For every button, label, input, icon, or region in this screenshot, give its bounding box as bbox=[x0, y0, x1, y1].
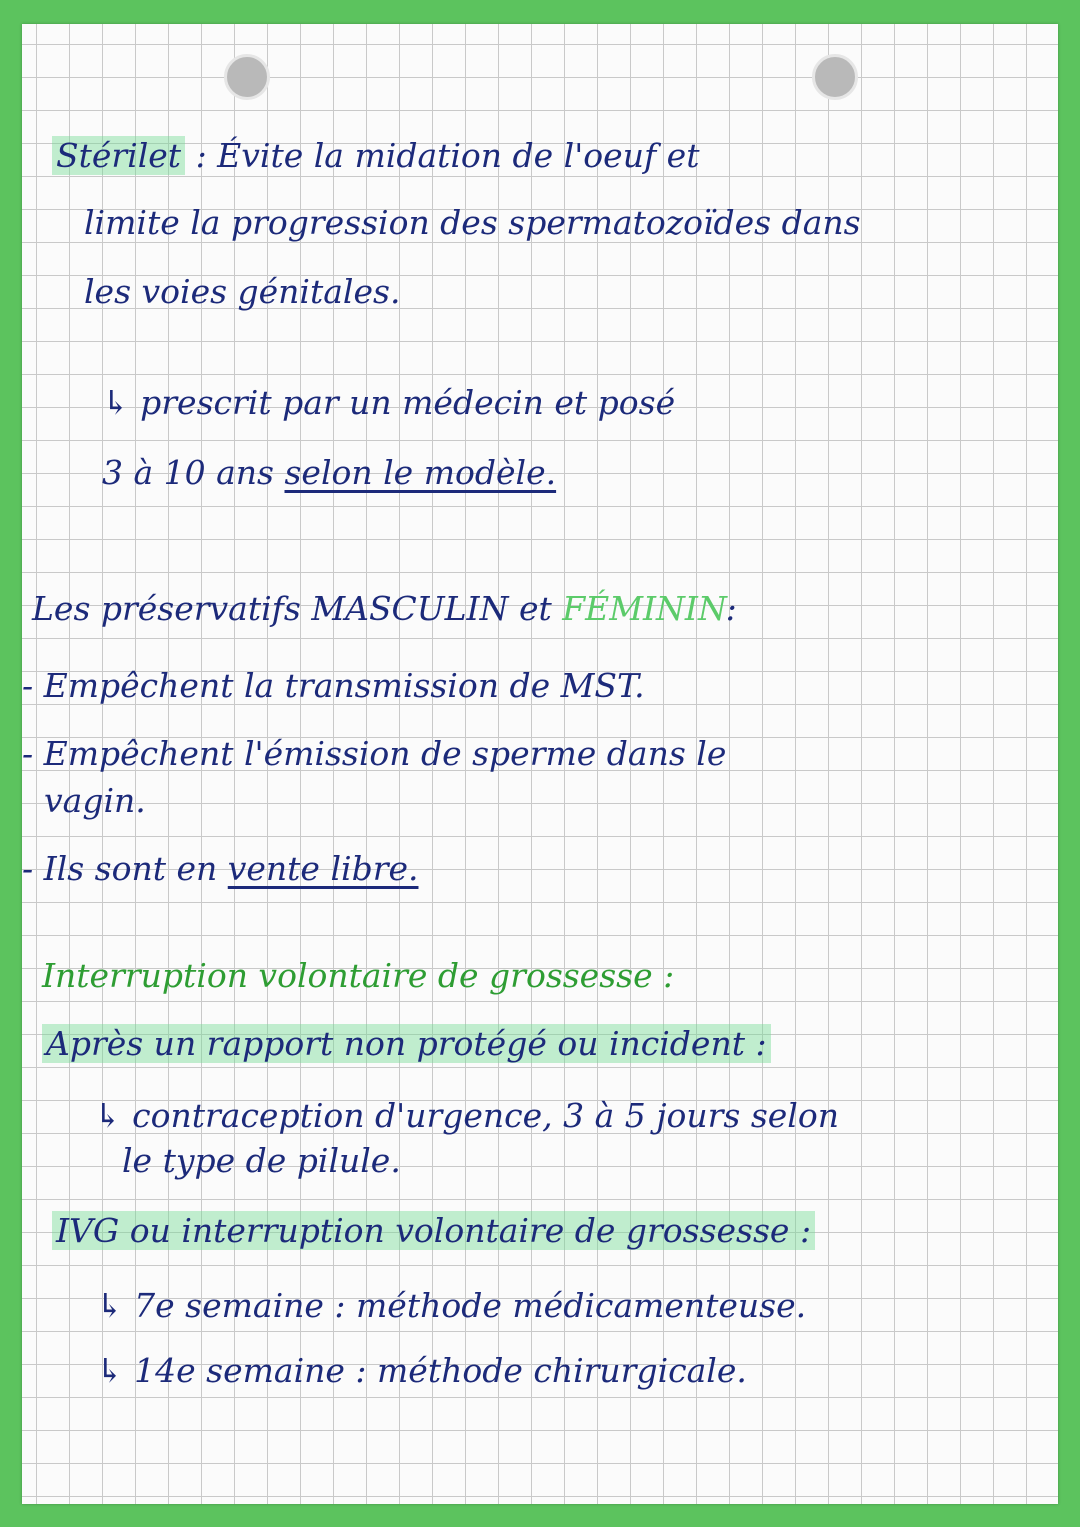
sterilet-line-1 bbox=[52, 136, 700, 175]
preservatifs-item-2: - Empêchent l'émission de sperme dans le bbox=[22, 734, 727, 773]
interruption-after-report bbox=[42, 1024, 771, 1063]
preservatifs-item-3 bbox=[22, 849, 419, 888]
interruption-contraception-2: le type de pilule. bbox=[122, 1141, 401, 1180]
sterilet-definition-1: : Évite la midation de l'oeuf et bbox=[195, 136, 700, 175]
ivg-title bbox=[52, 1211, 815, 1250]
interruption-after-report-text: Après un rapport non protégé ou incident : bbox=[42, 1024, 771, 1063]
sterilet-note-2 bbox=[102, 453, 557, 492]
ivg-week-14: ↳ 14e semaine : méthode chirurgicale. bbox=[96, 1351, 747, 1390]
sterilet-term: Stérilet bbox=[52, 136, 185, 175]
preservatifs-item-3-prefix: - Ils sont en bbox=[22, 849, 218, 888]
preservatifs-item-3-underlined: vente libre. bbox=[227, 849, 419, 888]
sterilet-definition-2: limite la progression des spermatozoïdes dans bbox=[84, 203, 861, 242]
interruption-contraception-1: ↳ contraception d'urgence, 3 à 5 jours selon bbox=[94, 1096, 839, 1135]
interruption-title: Interruption volontaire de grossesse : bbox=[42, 956, 675, 995]
sterilet-note-2-underlined: selon le modèle. bbox=[284, 453, 557, 492]
ivg-title-text: IVG ou interruption volontaire de grossesse : bbox=[52, 1211, 815, 1250]
binder-hole-left bbox=[224, 54, 270, 100]
sterilet-definition-3: les voies génitales. bbox=[84, 272, 401, 311]
ivg-week-7: ↳ 7e semaine : méthode médicamenteuse. bbox=[96, 1286, 807, 1325]
preservatifs-item-1: - Empêchent la transmission de MST. bbox=[22, 666, 645, 705]
preservatifs-title-colon: : bbox=[725, 589, 737, 628]
preservatifs-item-2-cont: vagin. bbox=[44, 781, 146, 820]
sterilet-note-1: ↳ prescrit par un médecin et posé bbox=[102, 383, 676, 422]
notebook-page bbox=[22, 24, 1058, 1504]
preservatifs-title bbox=[32, 589, 737, 628]
preservatifs-title-feminin: FÉMININ bbox=[562, 589, 726, 628]
preservatifs-title-et: et bbox=[518, 589, 552, 628]
sterilet-note-2-prefix: 3 à 10 ans bbox=[102, 453, 274, 492]
preservatifs-title-prefix: Les préservatifs bbox=[32, 589, 301, 628]
preservatifs-title-masculin: MASCULIN bbox=[311, 589, 509, 628]
binder-hole-right bbox=[812, 54, 858, 100]
